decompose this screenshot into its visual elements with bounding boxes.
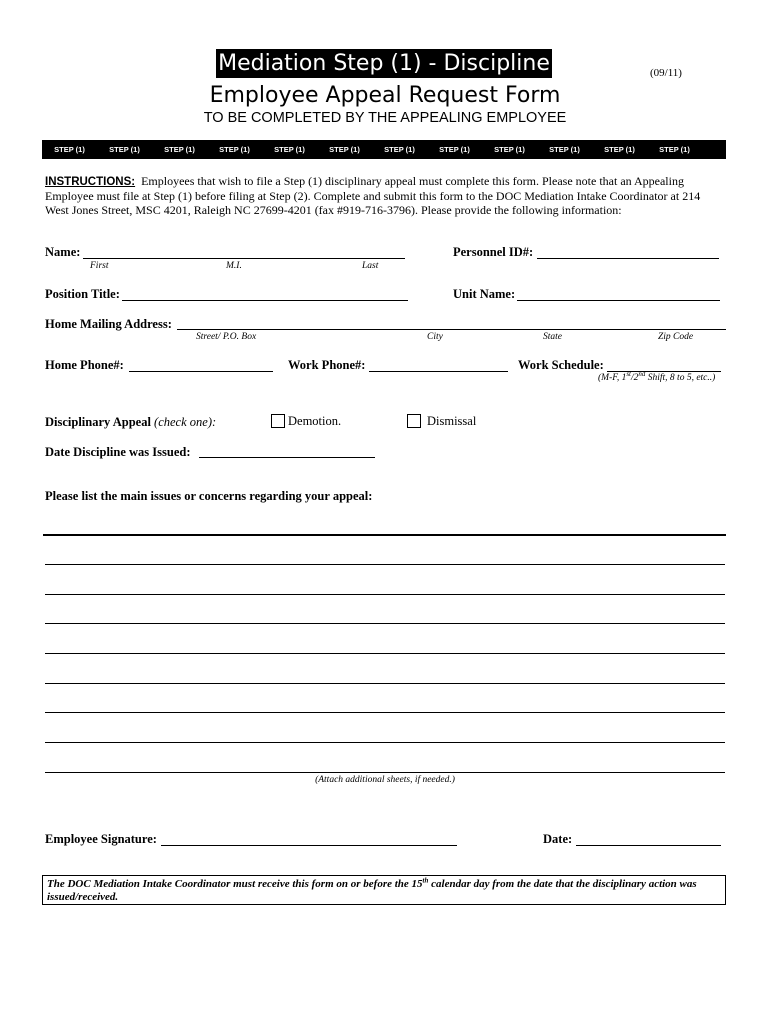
demotion-label: Demotion.	[288, 414, 342, 428]
step-label: STEP (1)	[604, 145, 635, 154]
instructions-text: Employees that wish to file a Step (1) disciplinary appeal must complete this form. Please note that an Appealing Employee must file at Step (1) before filing at Step (2). Complete and submit this form to the DOC Mediation Intake Coordinator at 214 West Jones Street, MSC 4201, Raleigh NC 27699-4201 (fax #919-716-3796). Please provide the following information:	[45, 174, 701, 217]
name-label: Name:	[45, 245, 81, 259]
step-label: STEP (1)	[549, 145, 580, 154]
step-label: STEP (1)	[274, 145, 305, 154]
form-subtitle: Employee Appeal Request Form	[209, 83, 561, 108]
home-address-label: Home Mailing Address:	[45, 317, 172, 331]
address-state-caption: State	[543, 332, 562, 342]
issues-line[interactable]	[45, 712, 725, 713]
personnel-id-field[interactable]	[537, 258, 719, 259]
demotion-checkbox[interactable]	[271, 414, 285, 428]
issues-line[interactable]	[45, 772, 725, 773]
home-phone-label: Home Phone#:	[45, 358, 124, 372]
unit-name-field[interactable]	[517, 300, 720, 301]
personnel-id-label: Personnel ID#:	[453, 245, 534, 259]
issues-line[interactable]	[45, 623, 725, 624]
issues-line[interactable]	[45, 742, 725, 743]
step-label: STEP (1)	[219, 145, 250, 154]
issues-line[interactable]	[45, 653, 725, 654]
issues-label: Please list the main issues or concerns regarding your appeal:	[45, 489, 373, 503]
address-street-caption: Street/ P.O. Box	[196, 332, 257, 342]
step-label: STEP (1)	[384, 145, 415, 154]
instructions	[45, 174, 713, 217]
step-label: STEP (1)	[164, 145, 195, 154]
dismissal-checkbox[interactable]	[407, 414, 421, 428]
signature-field[interactable]	[161, 845, 457, 846]
step-label: STEP (1)	[54, 145, 85, 154]
work-phone-field[interactable]	[369, 371, 508, 372]
instructions-heading: INSTRUCTIONS:	[45, 176, 136, 188]
work-phone-label: Work Phone#:	[288, 358, 366, 372]
home-address-field[interactable]	[177, 329, 726, 330]
dismissal-label: Dismissal	[427, 414, 477, 428]
form-instruction-banner: TO BE COMPLETED BY THE APPEALING EMPLOYEE	[203, 110, 567, 126]
attach-note: (Attach additional sheets, if needed.)	[315, 775, 455, 785]
step-label: STEP (1)	[329, 145, 360, 154]
name-field[interactable]	[83, 258, 405, 259]
form-title: Mediation Step (1) - Discipline	[216, 49, 552, 78]
name-first-caption: First	[90, 261, 109, 271]
position-title-field[interactable]	[122, 300, 408, 301]
revision-date: (09/11)	[650, 67, 682, 79]
disciplinary-appeal-label: Disciplinary Appeal (check one):	[45, 415, 217, 429]
work-schedule-hint: (M-F, 1st/2nd Shift, 8 to 5, etc..)	[598, 369, 716, 383]
date-label: Date:	[543, 832, 573, 846]
deadline-notice: The DOC Mediation Intake Coordinator must receive this form on or before the 15th calendar day from the date that the disciplinary action was issued/received.	[42, 875, 726, 905]
step-label: STEP (1)	[109, 145, 140, 154]
issues-line[interactable]	[43, 534, 726, 536]
signature-label: Employee Signature:	[45, 832, 157, 846]
date-issued-field[interactable]	[199, 457, 375, 458]
address-city-caption: City	[427, 332, 443, 342]
unit-name-label: Unit Name:	[453, 287, 516, 301]
address-zip-caption: Zip Code	[658, 332, 694, 342]
work-schedule-field[interactable]	[607, 371, 721, 372]
issues-line[interactable]	[45, 594, 725, 595]
issues-line[interactable]	[45, 564, 725, 565]
step-label: STEP (1)	[439, 145, 470, 154]
step-label: STEP (1)	[659, 145, 690, 154]
name-mi-caption: M.I.	[226, 261, 242, 271]
step-bar	[42, 140, 726, 159]
position-title-label: Position Title:	[45, 287, 120, 301]
home-phone-field[interactable]	[129, 371, 273, 372]
work-schedule-label: Work Schedule:	[518, 358, 604, 372]
date-issued-label: Date Discipline was Issued:	[45, 445, 191, 459]
date-field[interactable]	[576, 845, 721, 846]
issues-line[interactable]	[45, 683, 725, 684]
name-last-caption: Last	[362, 261, 379, 271]
step-label: STEP (1)	[494, 145, 525, 154]
